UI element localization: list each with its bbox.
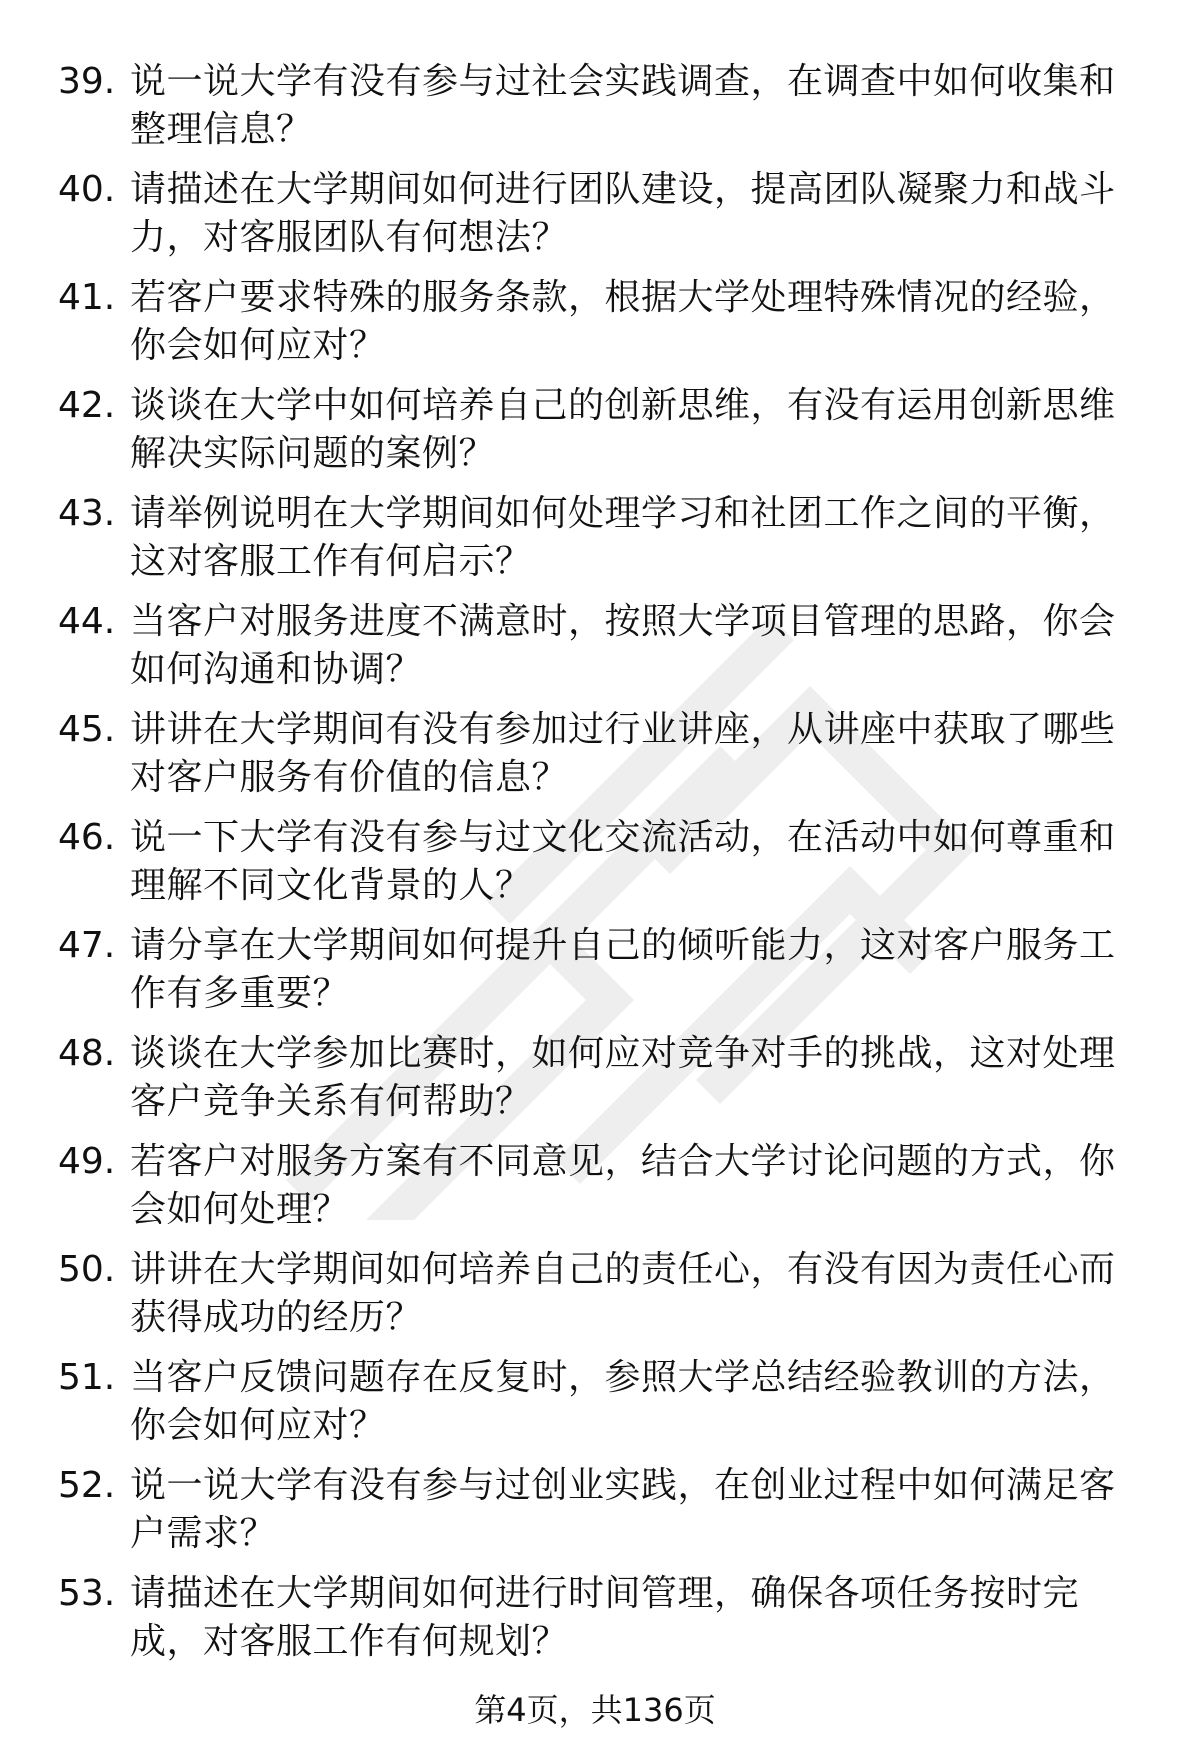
question-text: 请描述在大学期间如何进行团队建设，提高团队凝聚力和战斗力，对客服团队有何想法？ bbox=[130, 169, 1116, 258]
list-item bbox=[58, 1238, 1148, 1346]
list-item bbox=[58, 1130, 1148, 1238]
question-number: 52. bbox=[58, 1465, 116, 1506]
list-item bbox=[58, 374, 1148, 482]
list-item bbox=[58, 1022, 1148, 1130]
list-item bbox=[58, 1454, 1148, 1562]
list-item bbox=[58, 590, 1148, 698]
list-item bbox=[58, 266, 1148, 374]
question-number: 47. bbox=[58, 925, 116, 966]
question-text: 说一下大学有没有参与过文化交流活动，在活动中如何尊重和理解不同文化背景的人？ bbox=[130, 817, 1116, 906]
question-text: 说一说大学有没有参与过社会实践调查，在调查中如何收集和整理信息？ bbox=[130, 61, 1116, 150]
question-number: 51. bbox=[58, 1357, 116, 1398]
list-item bbox=[58, 158, 1148, 266]
question-text: 请举例说明在大学期间如何处理学习和社团工作之间的平衡，这对客服工作有何启示？ bbox=[130, 493, 1116, 582]
question-number: 53. bbox=[58, 1573, 116, 1614]
question-number: 42. bbox=[58, 385, 116, 426]
question-number: 45. bbox=[58, 709, 116, 750]
page-footer: 第4页，共136页 bbox=[474, 1691, 716, 1729]
question-list bbox=[58, 50, 1148, 1670]
question-number: 49. bbox=[58, 1141, 116, 1182]
question-text: 请分享在大学期间如何提升自己的倾听能力，这对客户服务工作有多重要？ bbox=[130, 925, 1116, 1014]
question-number: 39. bbox=[58, 61, 116, 102]
question-number: 43. bbox=[58, 493, 116, 534]
list-item bbox=[58, 914, 1148, 1022]
question-text: 讲讲在大学期间有没有参加过行业讲座，从讲座中获取了哪些对客户服务有价值的信息？ bbox=[130, 709, 1116, 798]
list-item bbox=[58, 50, 1148, 158]
question-number: 40. bbox=[58, 169, 116, 210]
question-text: 若客户对服务方案有不同意见，结合大学讨论问题的方式，你会如何处理？ bbox=[130, 1141, 1116, 1230]
list-item bbox=[58, 698, 1148, 806]
question-text: 谈谈在大学中如何培养自己的创新思维，有没有运用创新思维解决实际问题的案例？ bbox=[130, 385, 1116, 474]
question-text: 当客户反馈问题存在反复时，参照大学总结经验教训的方法，你会如何应对？ bbox=[130, 1357, 1116, 1446]
question-number: 48. bbox=[58, 1033, 116, 1074]
question-text: 说一说大学有没有参与过创业实践，在创业过程中如何满足客户需求？ bbox=[130, 1465, 1116, 1554]
question-text: 若客户要求特殊的服务条款，根据大学处理特殊情况的经验，你会如何应对？ bbox=[130, 277, 1116, 366]
question-text: 讲讲在大学期间如何培养自己的责任心，有没有因为责任心而获得成功的经历？ bbox=[130, 1249, 1116, 1338]
question-text: 当客户对服务进度不满意时，按照大学项目管理的思路，你会如何沟通和协调？ bbox=[130, 601, 1116, 690]
question-text: 请描述在大学期间如何进行时间管理，确保各项任务按时完成，对客服工作有何规划？ bbox=[130, 1573, 1080, 1662]
question-number: 44. bbox=[58, 601, 116, 642]
list-item bbox=[58, 806, 1148, 914]
question-number: 46. bbox=[58, 817, 116, 858]
list-item bbox=[58, 1562, 1148, 1670]
question-number: 50. bbox=[58, 1249, 116, 1290]
list-item bbox=[58, 482, 1148, 590]
question-number: 41. bbox=[58, 277, 116, 318]
list-item bbox=[58, 1346, 1148, 1454]
question-text: 谈谈在大学参加比赛时，如何应对竞争对手的挑战，这对处理客户竞争关系有何帮助？ bbox=[130, 1033, 1116, 1122]
